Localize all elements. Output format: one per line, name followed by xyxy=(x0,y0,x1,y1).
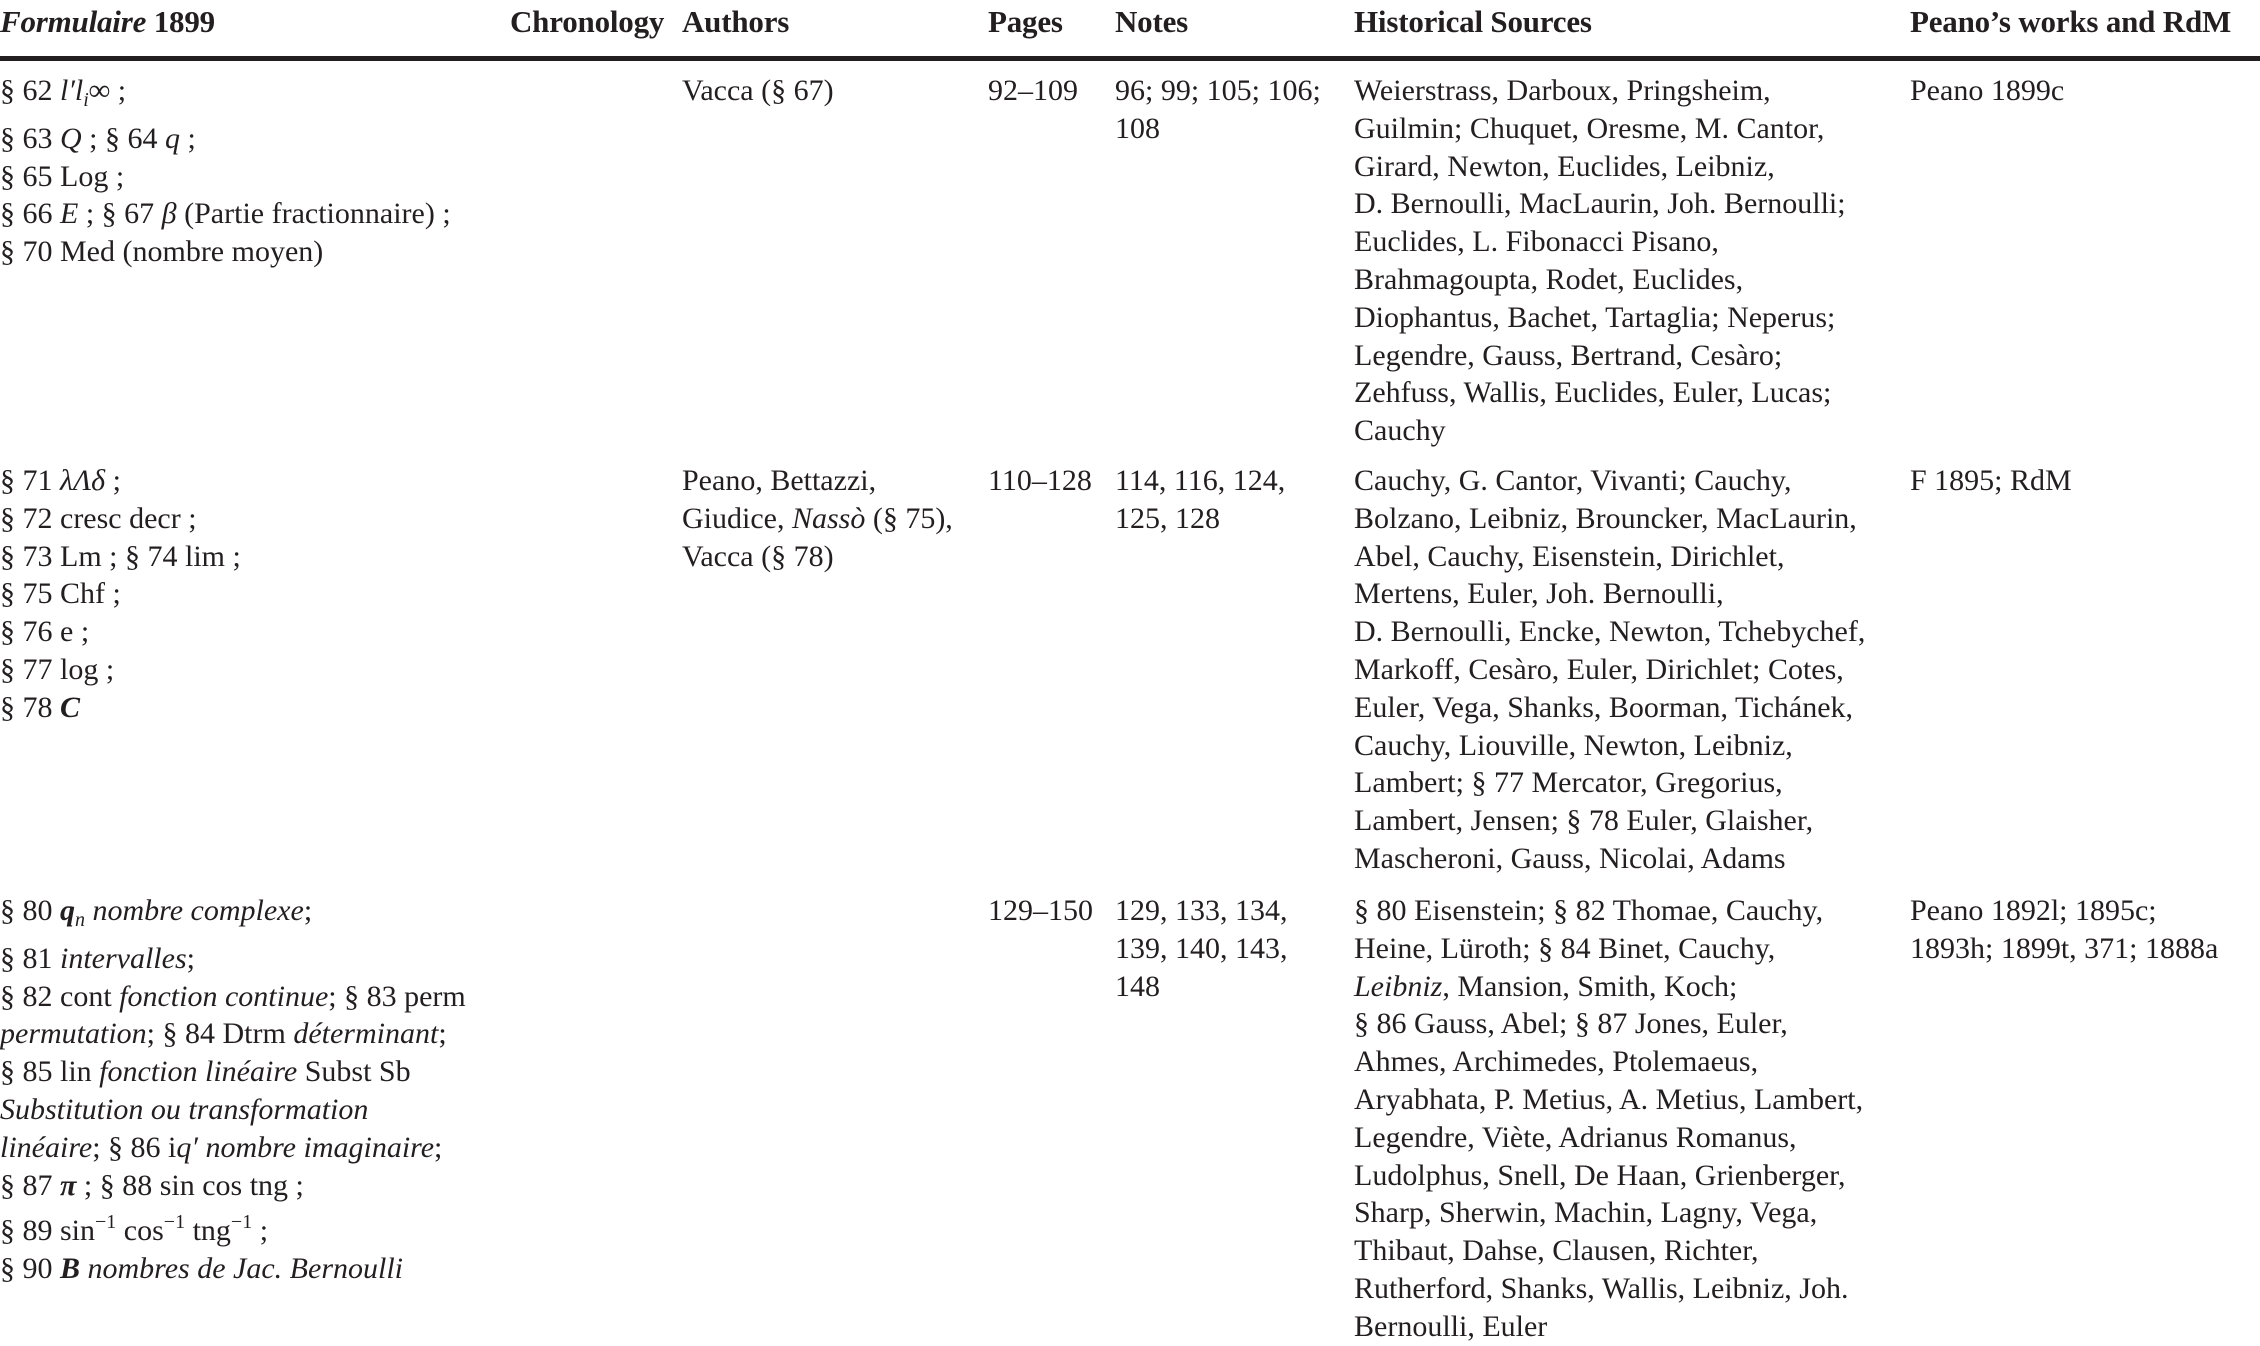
math-superscript: −1 xyxy=(95,1211,117,1234)
section-number: § 87 xyxy=(0,1168,60,1202)
cell-notes xyxy=(1115,462,1285,538)
section-number: § 89 sin xyxy=(0,1214,96,1248)
historical-source-line: Legendre, Gauss, Bertrand, Cesàro; xyxy=(1354,338,1783,372)
peano-works-line: 1893h; 1899t, 371; 1888a xyxy=(1910,931,2219,965)
pages-range: 129–150 xyxy=(988,894,1093,927)
math-symbol: β xyxy=(161,197,177,231)
author-line xyxy=(682,462,953,500)
historical-source-line: Thibaut, Dahse, Clausen, Richter, xyxy=(1354,1234,1759,1268)
formulaire-entry xyxy=(0,1053,466,1091)
cell-notes xyxy=(1115,892,1288,1005)
section-number: § 82 cont xyxy=(0,979,120,1013)
historical-source-line: Guilmin; Chuquet, Oresme, M. Cantor, xyxy=(1354,111,1825,145)
cell-pages xyxy=(988,72,1078,110)
author-italic: Nassò xyxy=(791,501,866,535)
formulaire-entry xyxy=(0,120,451,158)
historical-source-line: § 80 Eisenstein; § 82 Thomae, Cauchy, xyxy=(1354,894,1824,927)
historical-italic: Leibniz xyxy=(1354,969,1443,1003)
historical-source-line: Lambert; § 77 Mercator, Gregorius, xyxy=(1354,766,1783,800)
entry-text: ; xyxy=(303,894,313,927)
math-symbol: C xyxy=(60,690,81,724)
pages-range: 110–128 xyxy=(988,464,1092,497)
historical-source-line: Heine, Lüroth; § 84 Binet, Cauchy, xyxy=(1354,931,1776,965)
historical-source-line: Rutherford, Shanks, Wallis, Leibniz, Joh. xyxy=(1354,1271,1849,1305)
entry-text: ; xyxy=(110,74,127,107)
historical-source-line: Mascheroni, Gauss, Nicolai, Adams xyxy=(1354,841,1786,875)
cell-pages xyxy=(988,462,1092,500)
peano-works-line: Peano 1892l; 1895c; xyxy=(1910,894,2157,927)
author-line xyxy=(682,72,834,110)
historical-source-line: Bernoulli, Euler xyxy=(1354,1309,1548,1343)
entry-text: ; xyxy=(186,941,195,975)
formulaire-entry xyxy=(0,1167,466,1205)
section-number: § 90 xyxy=(0,1252,60,1286)
historical-source-line: Ludolphus, Snell, De Haan, Grienberger, xyxy=(1354,1158,1846,1192)
italic-text: fonction linéaire xyxy=(99,1055,298,1089)
historical-source-line: Lambert, Jensen; § 78 Euler, Glaisher, xyxy=(1354,804,1814,838)
historical-source-line: Euclides, L. Fibonacci Pisano, xyxy=(1354,225,1719,259)
italic-text: linéaire xyxy=(0,1130,93,1164)
cell-formulaire xyxy=(0,72,451,271)
math-symbol: q xyxy=(60,894,75,927)
math-symbol: π xyxy=(60,1168,77,1202)
header-peano-works: Peano’s works and RdM xyxy=(1910,4,2232,39)
historical-source-line: Mertens, Euler, Joh. Bernoulli, xyxy=(1354,577,1724,611)
section-number: § 63 xyxy=(0,121,60,155)
entry-text: ; xyxy=(105,464,121,497)
historical-source-line: Brahmagoupta, Rodet, Euclides, xyxy=(1354,262,1744,296)
italic-text: fonction continue xyxy=(119,979,329,1013)
formulaire-entry xyxy=(0,233,451,271)
author-text: Peano, Bettazzi, xyxy=(682,464,877,497)
historical-source-line: Legendre, Viète, Adrianus Romanus, xyxy=(1354,1120,1797,1154)
entry-text: ; § 67 xyxy=(78,197,162,231)
header-historical-sources: Historical Sources xyxy=(1354,4,1592,39)
header-formulaire-year: 1899 xyxy=(153,4,215,39)
math-symbol: λΛδ xyxy=(60,464,106,497)
author-text: Vacca (§ 78) xyxy=(682,539,834,573)
entry-text: ; xyxy=(252,1214,269,1248)
section-number: § 62 xyxy=(0,74,60,107)
notes-line: 129, 133, 134, xyxy=(1115,894,1288,927)
formulaire-entry xyxy=(0,892,466,940)
formulaire-entry xyxy=(0,1015,466,1053)
formulaire-entry xyxy=(0,462,241,500)
historical-source-line: § 86 Gauss, Abel; § 87 Jones, Euler, xyxy=(1354,1007,1788,1041)
notes-line: 108 xyxy=(1115,111,1160,145)
italic-text: nombre imaginaire xyxy=(197,1130,435,1164)
section-number: § 71 xyxy=(0,464,60,497)
notes-line: 125, 128 xyxy=(1115,501,1220,535)
historical-source-line: Ahmes, Archimedes, Ptolemaeus, xyxy=(1354,1045,1759,1079)
notes-line: 114, 116, 124, xyxy=(1115,464,1286,497)
cell-historical-sources xyxy=(1354,892,1863,1346)
cell-peano-works xyxy=(1910,892,2218,968)
math-superscript: −1 xyxy=(230,1211,253,1234)
header-rule xyxy=(0,56,2260,61)
entry-text: ; § 64 xyxy=(81,121,166,155)
entry-text: (Partie fractionnaire) ; xyxy=(176,197,451,231)
entry-text: § 73 Lm ; § 74 lim ; xyxy=(0,539,241,573)
formulaire-entry xyxy=(0,538,241,576)
section-number: § 81 xyxy=(0,941,60,975)
header-authors: Authors xyxy=(682,4,790,39)
peano-works-line: Peano 1899c xyxy=(1910,74,2065,107)
formulaire-entry xyxy=(0,689,241,727)
math-symbol: ∞ xyxy=(88,74,111,107)
italic-text: nombres de Jac. Bernoulli xyxy=(80,1252,403,1286)
formulaire-entry xyxy=(0,651,241,689)
cell-notes xyxy=(1115,72,1321,148)
entry-text: ; xyxy=(434,1130,443,1164)
author-text: (§ 75), xyxy=(865,501,953,535)
entry-text: ; xyxy=(180,121,196,155)
formulaire-entry xyxy=(0,72,451,120)
historical-source-line: Sharp, Sherwin, Machin, Lagny, Vega, xyxy=(1354,1196,1818,1230)
historical-source-line: D. Bernoulli, MacLaurin, Joh. Bernoulli; xyxy=(1354,187,1846,221)
notes-line: 148 xyxy=(1115,969,1160,1003)
entry-text: ; § 86 i xyxy=(92,1130,177,1164)
entry-text: ; § 84 Dtrm xyxy=(146,1017,294,1051)
historical-source-line: Bolzano, Leibniz, Brouncker, MacLaurin, xyxy=(1354,501,1857,535)
header-notes: Notes xyxy=(1115,4,1189,39)
cell-formulaire xyxy=(0,462,241,727)
header-formulaire xyxy=(0,4,215,40)
notes-line: 139, 140, 143, xyxy=(1115,931,1288,965)
entry-text: § 65 Log ; xyxy=(0,159,125,193)
math-symbol: Q xyxy=(60,121,82,155)
entry-text: § 70 Med (nombre moyen) xyxy=(0,235,324,269)
italic-text: permutation xyxy=(0,1017,147,1051)
entry-text: ; xyxy=(438,1017,447,1051)
formulaire-entry xyxy=(0,1091,466,1129)
notes-line: 96; 99; 105; 106; xyxy=(1115,74,1321,107)
cell-authors xyxy=(682,462,953,575)
historical-text: , Mansion, Smith, Koch; xyxy=(1442,969,1738,1003)
historical-source-line: Markoff, Cesàro, Euler, Dirichlet; Cotes, xyxy=(1354,652,1844,686)
cell-historical-sources xyxy=(1354,72,1846,450)
formulaire-entry xyxy=(0,158,451,196)
math-symbol: q′ xyxy=(176,1130,198,1164)
author-line xyxy=(682,500,953,538)
math-subscript: i xyxy=(83,89,89,111)
section-number: § 85 lin xyxy=(0,1055,100,1089)
formulaire-entry xyxy=(0,1129,466,1167)
entry-text: tng xyxy=(185,1214,231,1248)
cell-historical-sources xyxy=(1354,462,1865,878)
formulaire-entry xyxy=(0,195,451,233)
historical-source-line: Aryabhata, P. Metius, A. Metius, Lambert, xyxy=(1354,1082,1864,1116)
author-text: Vacca (§ 67) xyxy=(682,74,834,107)
math-symbol: l′l xyxy=(60,74,84,107)
header-pages: Pages xyxy=(988,4,1063,39)
historical-source-line: Abel, Cauchy, Eisenstein, Dirichlet, xyxy=(1354,539,1785,573)
historical-source-line: Cauchy, Liouville, Newton, Leibniz, xyxy=(1354,728,1793,762)
italic-text: déterminant xyxy=(293,1017,439,1051)
math-symbol: q xyxy=(165,121,181,155)
formulaire-entry xyxy=(0,940,466,978)
historical-source-line: Euler, Vega, Shanks, Boorman, Tichánek, xyxy=(1354,690,1854,724)
peano-works-line: F 1895; RdM xyxy=(1910,464,2072,497)
section-number: § 66 xyxy=(0,197,60,231)
math-symbol: B xyxy=(60,1252,81,1286)
formulaire-entry xyxy=(0,1204,466,1250)
italic-text: nombre complexe xyxy=(85,894,304,927)
entry-text: ; § 88 sin cos tng ; xyxy=(76,1168,304,1202)
cell-peano-works xyxy=(1910,462,2072,500)
author-text: Giudice, xyxy=(682,501,792,535)
math-superscript: −1 xyxy=(163,1211,186,1234)
entry-text: § 76 e ; xyxy=(0,615,90,649)
header-formulaire-title: Formulaire xyxy=(0,4,147,39)
italic-text: intervalles xyxy=(60,941,187,975)
author-line xyxy=(682,538,953,576)
formulaire-entry xyxy=(0,613,241,651)
historical-source-line: Cauchy xyxy=(1354,414,1446,448)
math-subscript: n xyxy=(75,909,85,931)
formulaire-entry xyxy=(0,1250,466,1288)
cell-pages xyxy=(988,892,1093,930)
cell-authors xyxy=(682,72,834,110)
historical-source-line: Cauchy, G. Cantor, Vivanti; Cauchy, xyxy=(1354,464,1792,497)
cell-peano-works xyxy=(1910,72,2064,110)
entry-text: § 75 Chf ; xyxy=(0,577,121,611)
formulaire-entry xyxy=(0,978,466,1016)
entry-text: Subst Sb xyxy=(297,1055,411,1089)
cell-formulaire xyxy=(0,892,466,1288)
header-chronology: Chronology xyxy=(510,4,665,39)
historical-source-line: Weierstrass, Darboux, Pringsheim, xyxy=(1354,74,1771,107)
entry-text: § 77 log ; xyxy=(0,652,115,686)
historical-source-line: Girard, Newton, Euclides, Leibniz, xyxy=(1354,149,1775,183)
section-number: § 78 xyxy=(0,690,60,724)
entry-text: § 72 cresc decr ; xyxy=(0,501,197,535)
formulaire-entry xyxy=(0,500,241,538)
section-number: § 80 xyxy=(0,894,60,927)
historical-source-line: Diophantus, Bachet, Tartaglia; Neperus; xyxy=(1354,300,1836,334)
entry-text: ; § 83 perm xyxy=(328,979,466,1013)
historical-source-line: Zehfuss, Wallis, Euclides, Euler, Lucas; xyxy=(1354,376,1832,410)
historical-source-line: D. Bernoulli, Encke, Newton, Tchebychef, xyxy=(1354,615,1866,649)
formulaire-entry xyxy=(0,575,241,613)
entry-text: cos xyxy=(116,1214,164,1248)
pages-range: 92–109 xyxy=(988,74,1078,107)
italic-text: Substitution ou transformation xyxy=(0,1092,369,1126)
math-symbol: E xyxy=(60,197,79,231)
historical-source-line xyxy=(1354,968,1863,1006)
